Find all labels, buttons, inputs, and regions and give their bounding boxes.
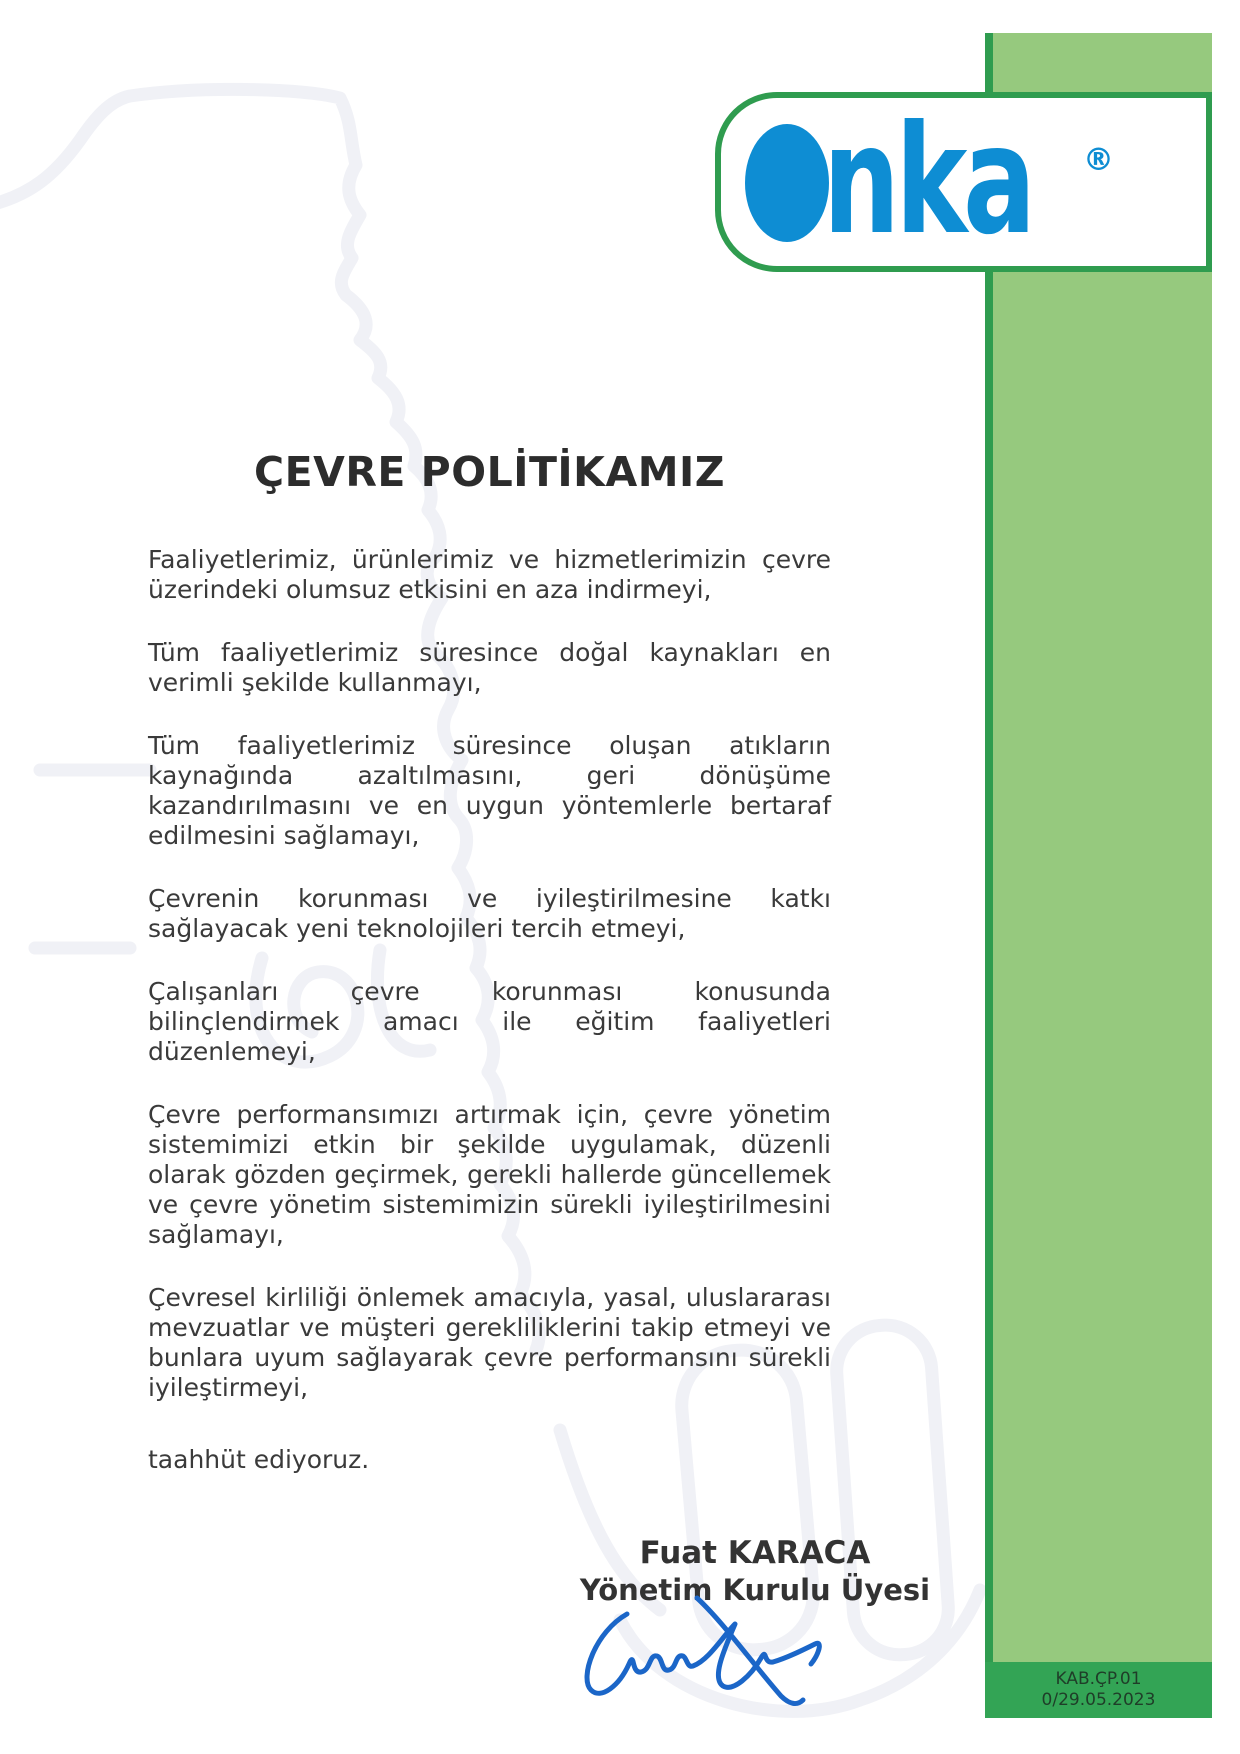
doc-code: KAB.ÇP.01: [1055, 1669, 1142, 1689]
policy-paragraph-6: Çevre performansımızı artırmak için, çevre yönetim sistemimizi etkin bir şekilde uygulamak, düzenli olarak gözden geçirmek, gerekli hallerde güncellemek ve çevre yönetim sistemimizin sürekli iyileştirilmesini sağlamayı,: [148, 1100, 831, 1249]
document-code-block: [985, 1662, 1212, 1718]
page-title: ÇEVRE POLİTİKAMIZ: [254, 448, 725, 496]
registered-trademark-icon: ®: [1083, 142, 1114, 178]
closing-statement: taahhüt ediyoruz.: [148, 1445, 370, 1474]
policy-paragraph-2: Tüm faaliyetlerimiz süresince doğal kaynakları en verimli şekilde kullanmayı,: [148, 638, 831, 697]
green-side-bar: [985, 33, 1212, 1718]
policy-paragraph-3: Tüm faaliyetlerimiz süresince oluşan atıkların kaynağında azaltılmasını, geri dönüşüme kazandırılmasını ve en uygun yöntemlerle bertaraf edilmesini sağlamayı,: [148, 731, 831, 850]
logo-brand-text: nka: [823, 94, 1032, 268]
onka-logo: [715, 92, 1212, 272]
policy-paragraph-1: Faaliyetlerimiz, ürünlerimiz ve hizmetlerimizin çevre üzerindeki olumsuz etkisini en aza indirmeyi,: [148, 545, 831, 604]
policy-paragraph-7: Çevresel kirliliği önlemek amacıyla, yasal, uluslararası mevzuatlar ve müşteri gerekliliklerini takip etmeyi ve bunlara uyum sağlayarak çevre performansını sürekli iyileştirmeyi,: [148, 1283, 831, 1402]
policy-content: [148, 447, 831, 1508]
handwritten-signature: [575, 1592, 845, 1717]
doc-revision-date: 0/29.05.2023: [1041, 1690, 1156, 1710]
logo-o-disc: [745, 124, 829, 242]
policy-paragraph-4: Çevrenin korunması ve iyileştirilmesine katkı sağlayacak yeni teknolojileri tercih etmeyi,: [148, 884, 831, 943]
signer-role: Yönetim Kurulu Üyesi: [579, 1573, 931, 1607]
signer-name: Fuat KARACA: [639, 1535, 871, 1571]
policy-paragraph-5: Çalışanları çevre korunması konusunda bilinçlendirmek amacı ile eğitim faaliyetleri düzenlemeyi,: [148, 977, 831, 1066]
